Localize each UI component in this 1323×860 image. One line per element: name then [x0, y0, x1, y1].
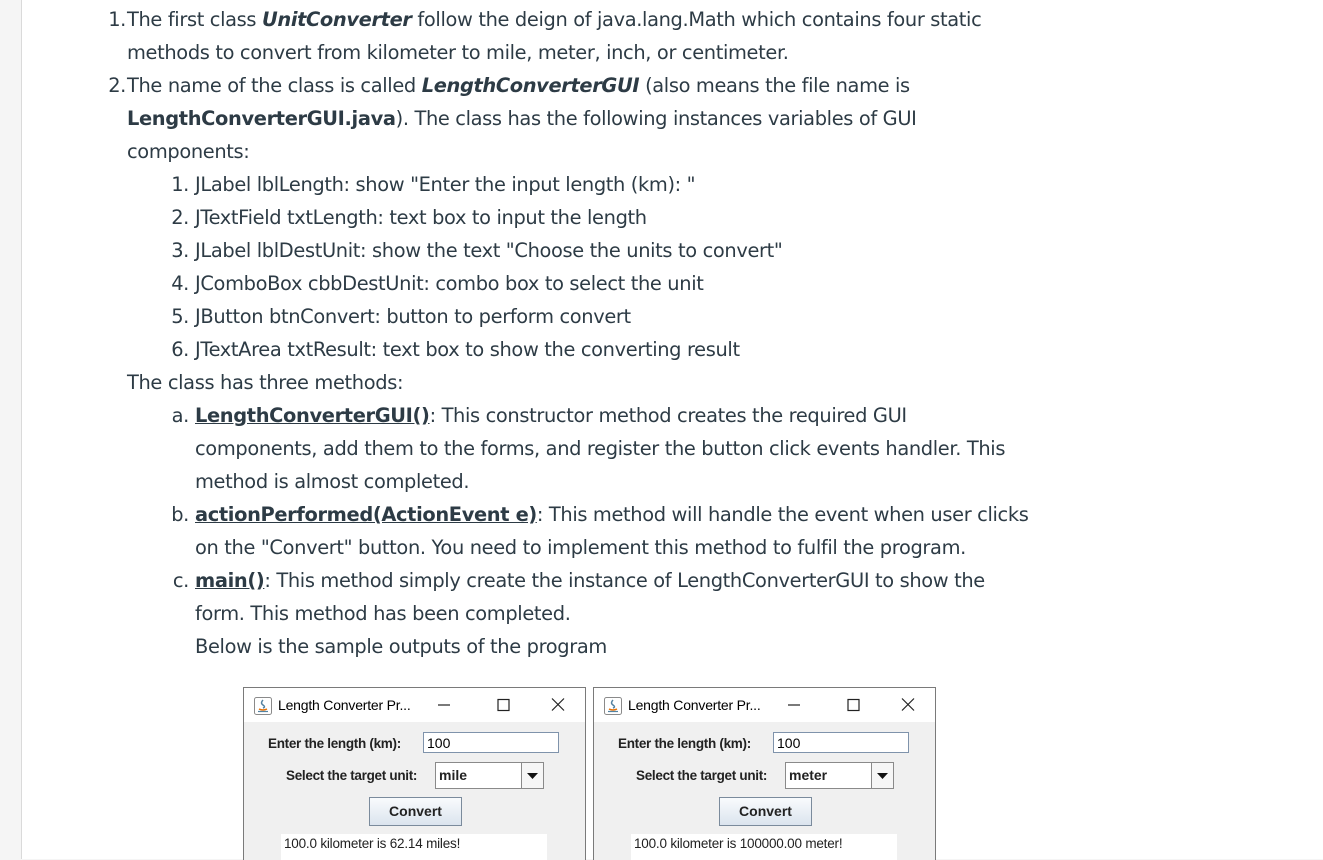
- method-name-link[interactable]: LengthConverterGUI(): [195, 404, 430, 427]
- unit-combobox[interactable]: [785, 762, 894, 789]
- list-number: 1.: [108, 8, 126, 31]
- sample-window-mile: [243, 687, 586, 860]
- unit-combobox-value: mile: [439, 767, 468, 783]
- method-item-a: a. LengthConverterGUI(): This constructor method creates the required GUI: [171, 404, 907, 427]
- minimize-icon[interactable]: [432, 694, 456, 716]
- list-item-1: [22, 3, 1323, 36]
- content-page: [21, 0, 1323, 859]
- list-text: methods to convert from kilometer to mile, meter, inch, or centimeter.: [127, 41, 789, 64]
- component-item: 3. JLabel lblDestUnit: show the text "Choose the units to convert": [171, 239, 783, 262]
- list-number: 2.: [108, 74, 126, 97]
- close-icon[interactable]: [546, 694, 570, 716]
- window-title: Length Converter Pr...: [278, 697, 411, 713]
- class-name-lengthconvertergui: LengthConverterGUI: [421, 74, 640, 97]
- maximize-icon[interactable]: [841, 694, 865, 716]
- sample-output-caption: Below is the sample outputs of the program: [195, 635, 607, 658]
- component-item: 5. JButton btnConvert: button to perform convert: [171, 305, 631, 328]
- component-item: 2. JTextField txtLength: text box to input the length: [171, 206, 647, 229]
- unit-combobox-value: meter: [789, 767, 828, 783]
- list-item-2: [22, 69, 1323, 102]
- method-item-c: c. main(): This method simply create the instance of LengthConverterGUI to show the: [172, 569, 985, 592]
- convert-button[interactable]: Convert: [369, 797, 462, 826]
- list-text: The name of the class is called: [127, 74, 422, 97]
- window-title: Length Converter Pr...: [628, 697, 761, 713]
- unit-label: Select the target unit:: [286, 768, 418, 783]
- class-name-unitconverter: UnitConverter: [261, 8, 412, 31]
- file-name: LengthConverterGUI.java: [127, 107, 396, 130]
- list-text: components:: [127, 140, 250, 163]
- window-titlebar: [244, 688, 585, 722]
- length-input[interactable]: 100: [423, 732, 559, 753]
- method-name-link[interactable]: actionPerformed(ActionEvent e): [195, 503, 537, 526]
- maximize-icon[interactable]: [491, 694, 515, 716]
- component-item: 1. JLabel lblLength: show "Enter the input length (km): ": [171, 173, 696, 196]
- window-titlebar: [594, 688, 935, 722]
- sample-window-meter: [593, 687, 936, 860]
- list-text: (also means the file name is: [639, 74, 910, 97]
- length-input[interactable]: 100: [773, 732, 909, 753]
- method-name-link[interactable]: main(): [195, 569, 265, 592]
- method-item-b: b. actionPerformed(ActionEvent e): This method will handle the event when user clicks: [171, 503, 1029, 526]
- close-icon[interactable]: [896, 694, 920, 716]
- chevron-down-icon[interactable]: [871, 762, 894, 789]
- list-text: follow the deign of java.lang.Math which contains four static: [411, 8, 982, 31]
- unit-combobox[interactable]: [435, 762, 544, 789]
- list-text: ). The class has the following instances variables of GUI: [395, 107, 917, 130]
- length-label: Enter the length (km):: [268, 736, 401, 751]
- list-text: The first class: [127, 8, 262, 31]
- chevron-down-icon[interactable]: [521, 762, 544, 789]
- minimize-icon[interactable]: [782, 694, 806, 716]
- assignment-text: 1. The first class UnitConverter follow the deign of java.lang.Math which contains four static methods to convert from kilometer to mile, meter, inch, or centimeter. 2. The name of the class is called LengthConverterGUI (also means the file name is LengthConverterGUI.java). The class has the following instances variables of GUI components: 1. JLabel lblLength: show "Enter the input length (km): " 2. JTextField txtLength: text box to input the length 3. JLabel lblDestUnit: show the text "Choose the units to convert" 4. JComboBox cbbDestUnit: combo box to select the unit 5. JButton btnConvert: button to perform convert 6. JTextArea txtResult: text box to show the converting result The class has three methods: a. LengthConverterGUI(): This constructor method creates the required GUI components, add them to the forms, and register the button click events handler. This method is almost completed. b. actionPerformed(ActionEvent e): This method will handle the event when user clicks on the "Convert" button. You need to implement this method to fulfil the program. c. main(): This method simply create the instance of LengthConverterGUI to show the form. This method has been completed. Below is the sample outputs of the program: [22, 3, 1323, 663]
- convert-button[interactable]: Convert: [719, 797, 812, 826]
- result-textarea[interactable]: 100.0 kilometer is 100000.00 meter!: [631, 834, 897, 860]
- component-item: 4. JComboBox cbbDestUnit: combo box to select the unit: [171, 272, 704, 295]
- length-label: Enter the length (km):: [618, 736, 751, 751]
- component-item: 6. JTextArea txtResult: text box to show the converting result: [171, 338, 740, 361]
- java-app-icon: [604, 697, 622, 715]
- methods-intro: The class has three methods:: [127, 371, 404, 394]
- result-textarea[interactable]: 100.0 kilometer is 62.14 miles!: [281, 834, 547, 860]
- java-app-icon: [254, 697, 272, 715]
- unit-label: Select the target unit:: [636, 768, 768, 783]
